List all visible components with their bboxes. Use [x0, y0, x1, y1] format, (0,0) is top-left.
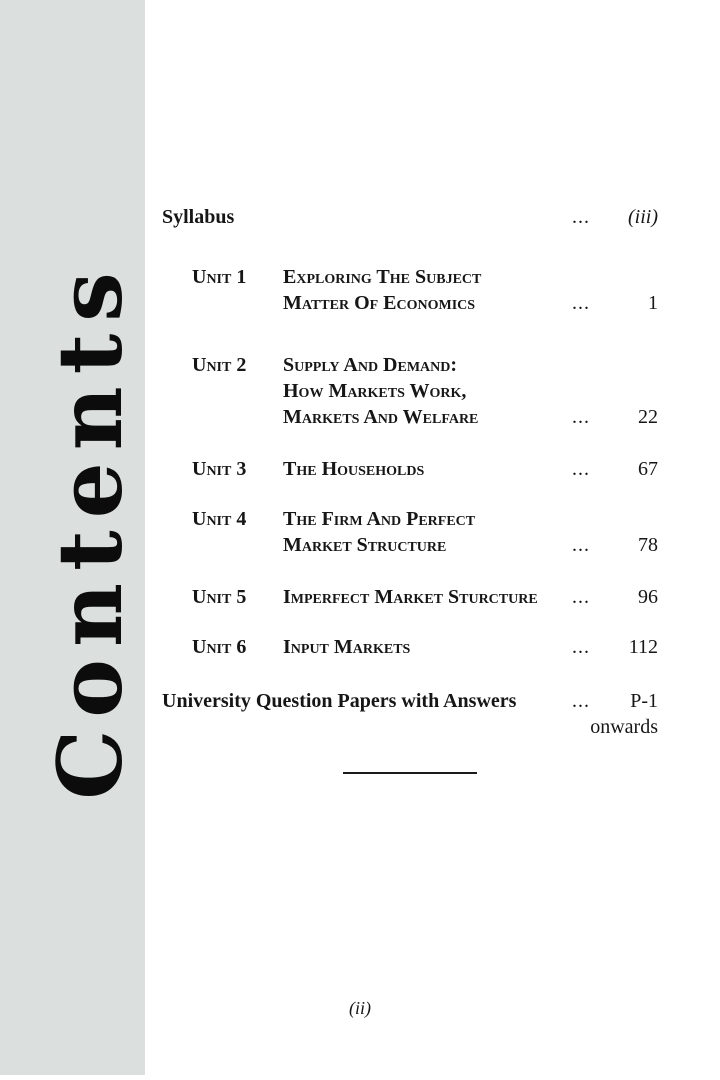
dots-leader: ... [572, 206, 590, 228]
unit-label: Unit 3 [192, 458, 247, 480]
entry-title: Syllabus [162, 206, 235, 228]
dots-leader: ... [572, 586, 590, 608]
unit-label: Unit 5 [192, 586, 247, 608]
title-line: The Households [283, 458, 425, 480]
title-line: Imperfect Market Sturcture [283, 586, 538, 608]
page-number: 78 [638, 534, 658, 556]
page-number: 22 [638, 406, 658, 428]
toc-entry-unit-5 [162, 584, 658, 610]
unit-title [283, 634, 560, 660]
title-line: Market Structure [283, 534, 447, 556]
title-line: Exploring The Subject [283, 266, 482, 288]
unit-label: Unit 6 [192, 636, 247, 658]
folio-page-number: (ii) [349, 998, 371, 1018]
page-number: (iii) [628, 206, 658, 228]
table-of-contents [162, 0, 658, 774]
unit-label: Unit 2 [192, 354, 247, 376]
unit-title [283, 264, 560, 316]
unit-label: Unit 4 [192, 508, 247, 530]
title-line: Input Markets [283, 636, 411, 658]
title-line: Supply And Demand: [283, 354, 458, 376]
contents-vertical-title: Contents [38, 260, 142, 800]
page-number-suffix: onwards [590, 716, 658, 738]
page-number-value: P-1 [630, 690, 658, 712]
unit-title [283, 506, 560, 558]
unit-title [283, 352, 560, 430]
page-number: 1 [648, 292, 658, 314]
page-number [590, 688, 658, 740]
title-line: Matter Of Economics [283, 292, 476, 314]
toc-entry-unit-2 [162, 352, 658, 430]
entry-title: University Question Papers with Answers [162, 690, 517, 712]
toc-entry-unit-3 [162, 456, 658, 482]
divider-rule [343, 772, 477, 774]
dots-leader: ... [572, 534, 590, 556]
dots-leader: ... [572, 292, 590, 314]
title-line: The Firm And Perfect [283, 508, 476, 530]
unit-label: Unit 1 [192, 266, 247, 288]
unit-title [283, 584, 560, 610]
dots-leader: ... [572, 458, 590, 480]
page-number: 112 [628, 636, 658, 658]
toc-entry-syllabus [162, 204, 658, 230]
page-number: 67 [638, 458, 658, 480]
left-margin-band [0, 0, 145, 1075]
dots-leader: ... [572, 636, 590, 658]
unit-title [283, 456, 560, 482]
title-line: How Markets Work, [283, 380, 467, 402]
dots-leader: ... [572, 690, 590, 712]
toc-entry-question-papers [162, 688, 658, 740]
page-number: 96 [638, 586, 658, 608]
toc-entry-unit-4 [162, 506, 658, 558]
toc-entry-unit-6 [162, 634, 658, 660]
toc-entry-unit-1 [162, 264, 658, 316]
title-line: Markets And Welfare [283, 406, 479, 428]
dots-leader: ... [572, 406, 590, 428]
